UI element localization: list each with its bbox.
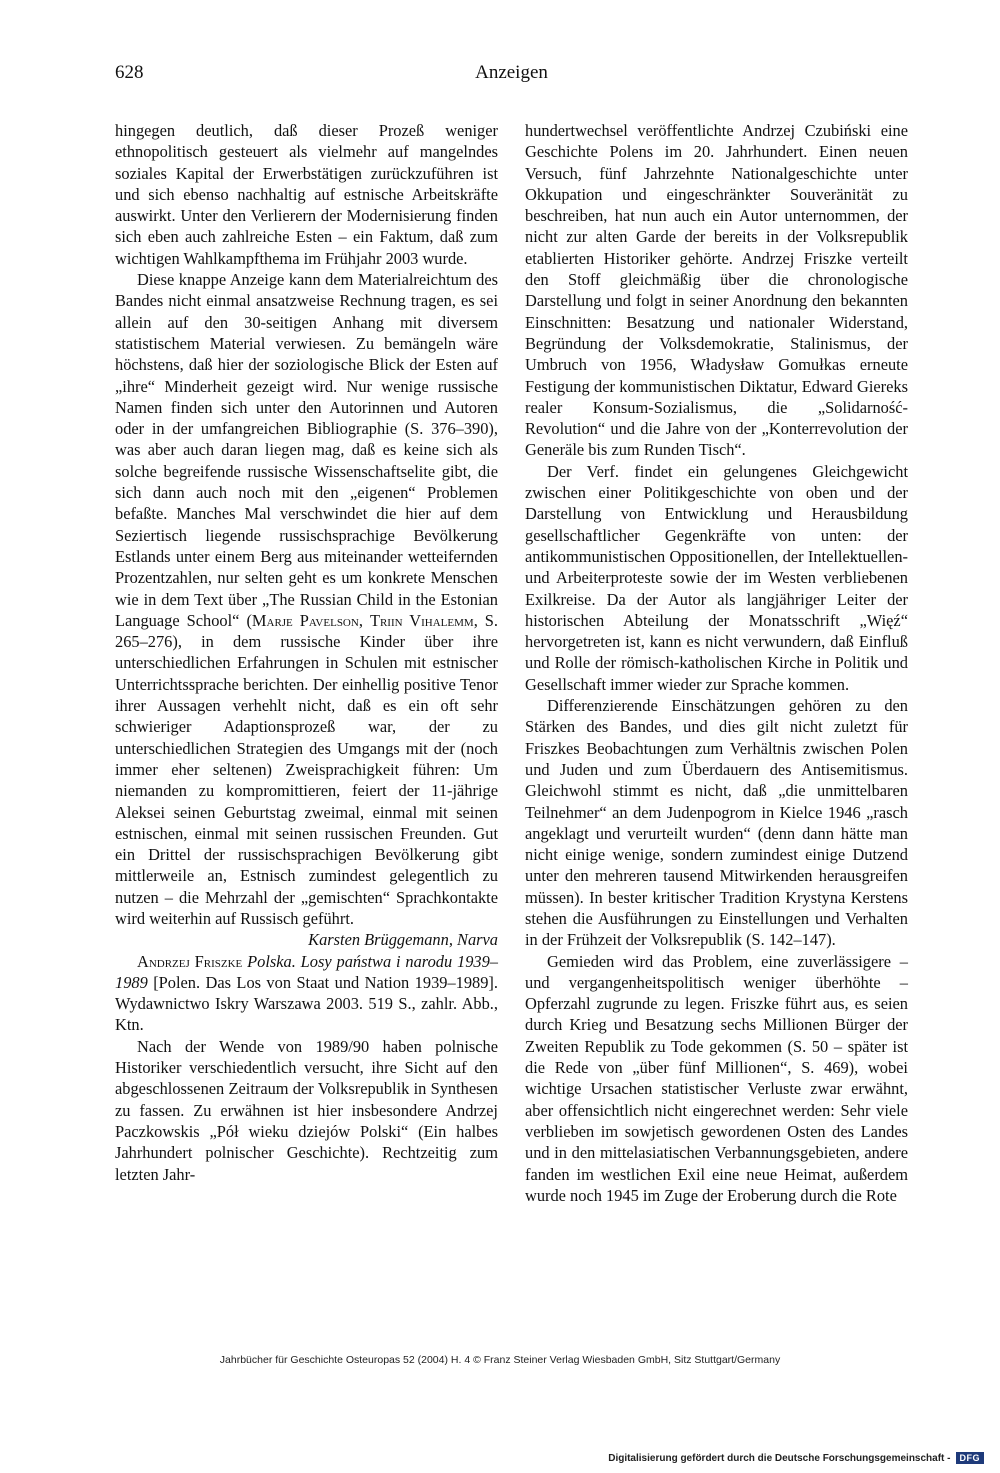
- running-title: Anzeigen: [475, 62, 548, 83]
- paragraph: hingegen deutlich, daß dieser Prozeß weniger ethnopolitisch gesteuert als vielmehr auf mangelndes soziales Kapital der Erwerbstätigen zurückzuführen ist und sich ebenso nachhaltig auf estnische Arbeitskräfte auswirkt. Unter den Verlierern der Modernisierung finden sich eben auch zahlreiche Esten – ein Faktum, daß zum wichtigen Wahlkampfthema im Frühjahr 2003 wurde.: [115, 121, 498, 268]
- paragraph: hundertwechsel veröffentlichte Andrzej Czubiński eine Geschichte Polens im 20. Jahrhundert. Einen neuen Versuch, fünf Jahrzehnte Nationalgeschichte unter Okkupation und eingeschränkter Souveränität zu beschreiben, hat nun auch ein Autor unternommen, der nicht zur alten Garde der bereits in der Volksrepublik etablierten Historiker gehörte. Andrzej Friszke verteilt den Stoff gleichmäßig über die chronologische Darstellung und folgt in seiner Anordnung den bekannten Einschnitten: Besatzung und nationaler Widerstand, Begründung der Volksdemokratie, Stalinismus, der Umbruch von 1956, Władysław Gomułkas erneute Festigung der kommunistischen Diktatur, Edward Giereks realer Konsum-Sozialismus, die „Solidarność-Revolution“ und die Jahre von der „Konterrevolution der Generäle bis zum Runden Tisch“.: [525, 121, 908, 460]
- cited-author: Marje Pavelson: [251, 610, 359, 630]
- citation-details: [Polen. Das Los von Staat und Nation 1939–1989]. Wydawnictwo Iskry Warszawa 2003. 519 S., zahlr. Abb., Ktn.: [115, 972, 498, 1035]
- paragraph: Der Verf. findet ein gelungenes Gleichgewicht zwischen einer Politikgeschichte von oben und der Darstellung von Entwicklung und Herausbildung gesellschaftlicher Gegenkräfte von unten: der antikommunistischen Oppositionellen, der Intellektuellen- und Arbeiterproteste sowie der im Westen verbliebenen Exilkreise. Da der Autor als langjähriger Leiter der historischen Abteilung der Monatsschrift „Więź“ hervorgetreten ist, kann es nicht verwundern, daß Einfluß und Rolle der römisch-katholischen Kirche in Politik und Gesellschaft immer wieder zur Sprache kommen.: [525, 461, 908, 694]
- separator: ,: [358, 610, 370, 630]
- paragraph: Gemieden wird das Problem, eine zuverlässigere – und vergangenheitspolitisch weniger überhöhte – Opferzahl zugrunde zu legen. Friszke führt aus, es seien durch Krieg und Besatzung sechs Millionen Bürger der Zweiten Republik zu Tode gekommen (S. 50 – später ist die Rede von „über fünf Millionen“, S. 469), wobei wichtige Ursachen statistischer Verluste zwar erwähnt, aber offensichtlich nicht eingerechnet werden: Sehr viele verblieben im sowjetisch gewordenen Osten des Landes und in den mittelasiatischen Verbannungsgebieten, andere fanden im westlichen Exil eine neue Heimat, außerdem wurde noch 1945 im Zuge der Eroberung durch die Rote: [525, 951, 908, 1205]
- paragraph: Nach der Wende von 1989/90 haben polnische Historiker verschiedentlich versucht, ihre Sicht auf den abgeschlossenen Zeitraum der Volksrepublik in Synthesen zu fassen. Zu erwähnen ist hier insbesondere Andrzej Paczkowskis „Pół wieku dziejów Polski“ (Ein halbes Jahrhundert polnischer Geschichte). Rechtzeitig zum letzten Jahr-: [115, 1036, 498, 1184]
- citation-author: Andrzej Friszke: [137, 951, 243, 971]
- page-header: [115, 62, 908, 92]
- dfg-logo: DFG: [956, 1452, 985, 1464]
- right-column: [525, 120, 908, 1206]
- book-citation: [115, 951, 498, 1036]
- citation-title: Polska. Losy państwa i narodu 1939–1989: [115, 951, 498, 992]
- paragraph-text: Diese knappe Anzeige kann dem Materialreichtum des Bandes nicht einmal ansatzweise Rechnung tragen, es sei allein auf den 30-seitigen Anhang mit diversem statistischem Material verwiesen. Zu bemängeln wäre höchstens, daß hier der soziologische Blick der Esten auf „ihre“ Minderheit gezeigt wird. Nur wenige russische Namen finden sich unter den Autorinnen und Autoren oder in der umfangreichen Bibliographie (S. 376–390), was aber auch daran liegen mag, daß es keine sich als solche begreifende russische Wissenschaftselite gibt, die sich dann auch noch mit den „eigenen“ Problemen befaßte. Manches Mal verschwindet die hier auf dem Seziertisch liegende russischsprachige Bevölkerung Estlands unter einem Berg aus miteinander wetteifernden Prozentzahlen, nur selten geht es um konkrete Menschen wie in dem Text über „The Russian Child in the Estonian Language School“ (: [115, 270, 498, 630]
- left-column: [115, 120, 498, 1185]
- paragraph: Differenzierende Einschätzungen gehören zu den Stärken des Bandes, und dies gilt nicht zuletzt für Friszkes Beobachtungen zum Verhältnis zwischen Polen und Juden und zum Überdauern des Antisemitismus. Gleichwohl stimmt es nicht, daß „die unmittelbaren Teilnehmer“ an dem Judenpogrom in Kielce 1946 „rasch angeklagt und verurteilt wurden“ (denn dann hätte man nicht einige wenige, sondern zumindest einige Dutzend unter den mehreren tausend Mitwirkenden herausgreifen müssen). In bester kritischer Tradition Krystyna Kerstens stehen die Ausführungen zu Einstellungen und Verhalten in der Frühzeit der Volksrepublik (S. 142–147).: [525, 696, 908, 950]
- paragraph-text: , S. 265–276), in dem russische Kinder über ihre unterschiedlichen Erfahrungen in Schulen mit estnischer Unterrichtssprache berichten. Der einhellig positive Tenor ihrer Aussagen verhehlt nicht, daß es ein oft sehr schwieriger Adaptionsprozeß war, der zu unterschiedlichen Strategien des Umgangs mit der (noch immer eher seltenen) Zweisprachigkeit führen: Um niemanden zu kompromittieren, feiert der 11-jährige Aleksei seinen Geburtstag zweimal, einmal mit seinen estnischen, einmal mit seinen russischen Freunden. Gut ein Drittel der russischsprachigen Bevölkerung gibt mittlerweile an, Estnisch zumindest gelegentlich zu nutzen – die Mehrzahl der „gemischten“ Sprachkontakte wird weiterhin auf Russisch geführt.: [115, 610, 499, 928]
- digitization-bar: [608, 1452, 984, 1464]
- digitization-note: Digitalisierung gefördert durch die Deutsche Forschungsgemeinschaft -: [608, 1452, 951, 1464]
- paragraph: [115, 269, 498, 929]
- review-signature: Karsten Brüggemann, Narva: [308, 930, 498, 950]
- cited-author: Triin Vihalemm: [369, 610, 474, 630]
- page-number: 628: [115, 62, 144, 83]
- journal-footer: Jahrbücher für Geschichte Osteuropas 52 (2004) H. 4 © Franz Steiner Verlag Wiesbaden GmbH, Sitz Stuttgart/Germany: [219, 1354, 781, 1366]
